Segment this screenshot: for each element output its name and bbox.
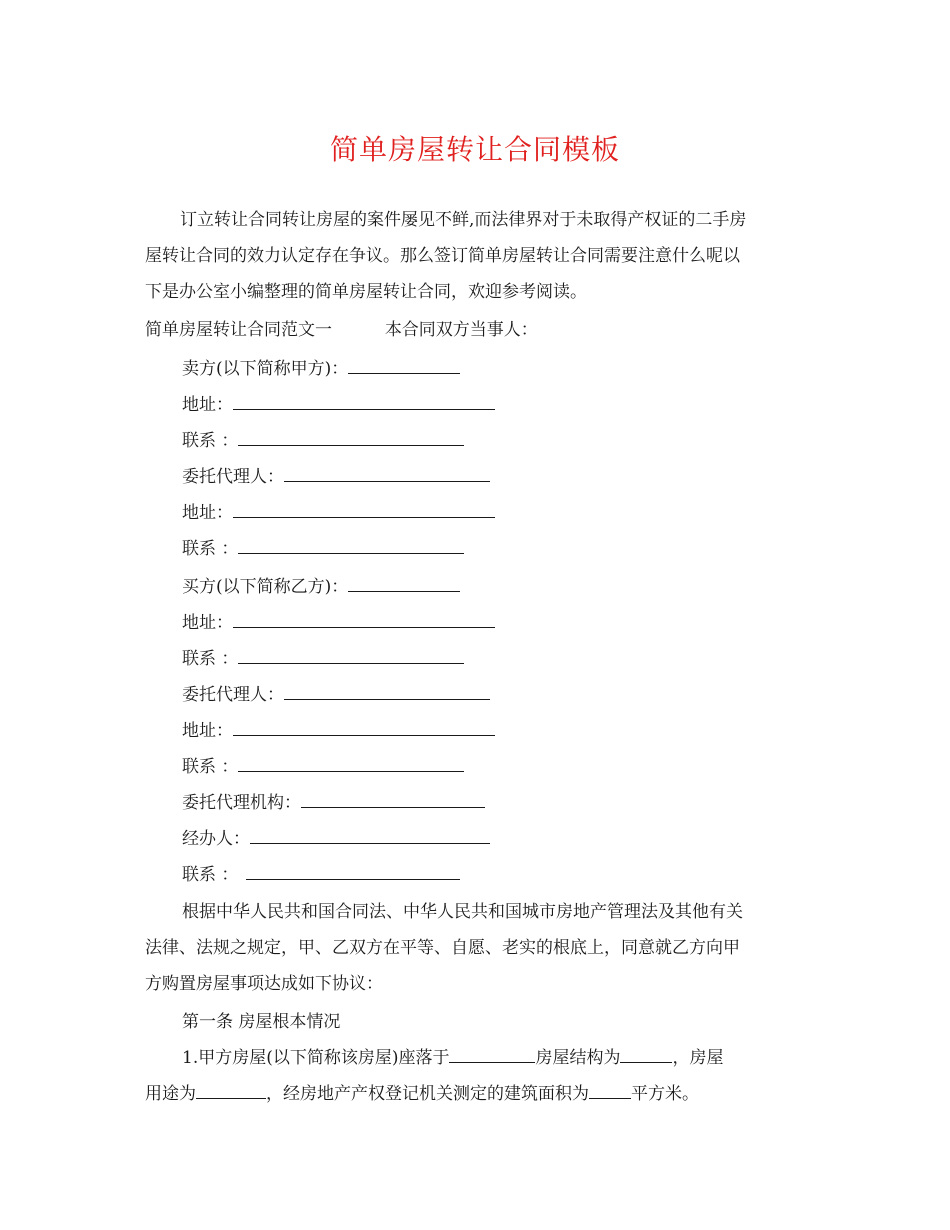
- buyer-label: 买方(以下简称乙方)：: [182, 577, 349, 597]
- section-heading: 简单房屋转让合同范文一: [145, 320, 332, 340]
- buyer-blank[interactable]: [348, 576, 460, 592]
- contact-label: 联系 ：: [182, 431, 239, 451]
- agency-contact-blank[interactable]: [246, 864, 460, 880]
- area-blank[interactable]: [589, 1083, 631, 1099]
- document-title: 简单房屋转让合同模板: [329, 133, 620, 166]
- buyer-address-field: [182, 612, 495, 633]
- clause-1-text-usage: 用途为: [145, 1084, 196, 1104]
- basis-line-3: 方购置房屋事项达成如下协议：: [145, 974, 383, 994]
- contact-label: 联系 ：: [182, 865, 239, 885]
- contact-label: 联系 ：: [182, 539, 239, 559]
- intro-line-3: 下是办公室小编整理的简单房屋转让合同，欢迎参考阅读。: [145, 282, 587, 302]
- buyer-agent-address-field: [182, 720, 495, 741]
- intro-line-2: 屋转让合同的效力认定存在争议。那么签订简单房屋转让合同需要注意什么呢以: [145, 246, 740, 266]
- seller-address-blank[interactable]: [233, 394, 495, 410]
- clause-1-paragraph: [145, 1040, 723, 1112]
- seller-agent-blank[interactable]: [284, 466, 490, 482]
- address-label: 地址：: [182, 721, 233, 741]
- seller-contact-blank[interactable]: [238, 430, 464, 446]
- buyer-agent-contact-field: [182, 756, 464, 777]
- address-label: 地址：: [182, 395, 233, 415]
- buyer-agent-field: [182, 684, 490, 705]
- section-heading-line: [145, 320, 538, 340]
- buyer-address-blank[interactable]: [233, 612, 495, 628]
- agency-field: [182, 792, 485, 813]
- buyer-contact-field: [182, 648, 464, 669]
- address-label: 地址：: [182, 613, 233, 633]
- contact-label: 联系 ：: [182, 649, 239, 669]
- agency-blank[interactable]: [301, 792, 485, 808]
- buyer-agent-blank[interactable]: [284, 684, 490, 700]
- seller-blank[interactable]: [348, 358, 460, 374]
- agent-label: 委托代理人：: [182, 467, 284, 487]
- usage-blank[interactable]: [196, 1083, 266, 1099]
- agency-contact-field: [182, 864, 460, 885]
- handler-field: [182, 828, 490, 849]
- basis-line-1: 根据中华人民共和国合同法、中华人民共和国城市房地产管理法及其他有关: [182, 902, 743, 922]
- buyer-field: [182, 576, 460, 597]
- clause-1-line-2: [145, 1076, 723, 1112]
- seller-label: 卖方(以下简称甲方)：: [182, 359, 349, 379]
- clause-1-line-1: [145, 1040, 723, 1076]
- intro-paragraph: [145, 202, 746, 310]
- handler-label: 经办人：: [182, 829, 250, 849]
- clause-1-text-structure: 房屋结构为: [535, 1048, 621, 1068]
- buyer-agent-address-blank[interactable]: [233, 720, 495, 736]
- buyer-agent-contact-blank[interactable]: [238, 756, 464, 772]
- contact-label: 联系 ：: [182, 757, 239, 777]
- address-label: 地址：: [182, 503, 233, 523]
- seller-contact-field: [182, 430, 464, 451]
- basis-paragraph: [145, 894, 743, 1002]
- seller-agent-address-field: [182, 502, 495, 523]
- seller-field: [182, 358, 460, 379]
- seller-agent-address-blank[interactable]: [233, 502, 495, 518]
- parties-heading: 本合同双方当事人：: [384, 320, 538, 340]
- seller-agent-contact-blank[interactable]: [238, 538, 464, 554]
- clause-1-text-house: ，房屋: [672, 1048, 724, 1068]
- article-1-heading: 第一条 房屋根本情况: [182, 1012, 341, 1032]
- seller-agent-contact-field: [182, 538, 464, 559]
- clause-1-text-area: ，经房地产产权登记机关测定的建筑面积为: [266, 1084, 589, 1104]
- seller-agent-field: [182, 466, 490, 487]
- clause-1-text-location: 1.甲方房屋(以下简称该房屋)座落于: [182, 1048, 450, 1068]
- handler-blank[interactable]: [250, 828, 490, 844]
- clause-1-text-unit: 平方米。: [631, 1084, 699, 1104]
- agent-label: 委托代理人：: [182, 685, 284, 705]
- seller-address-field: [182, 394, 495, 415]
- structure-blank[interactable]: [620, 1047, 672, 1063]
- location-blank[interactable]: [449, 1047, 535, 1063]
- intro-line-1: 订立转让合同转让房屋的案件屡见不鲜,而法律界对于未取得产权证的二手房: [180, 210, 747, 230]
- basis-line-2: 法律、法规之规定，甲、乙双方在平等、自愿、老实的根底上，同意就乙方向甲: [145, 938, 740, 958]
- buyer-contact-blank[interactable]: [238, 648, 464, 664]
- agency-label: 委托代理机构：: [182, 793, 301, 813]
